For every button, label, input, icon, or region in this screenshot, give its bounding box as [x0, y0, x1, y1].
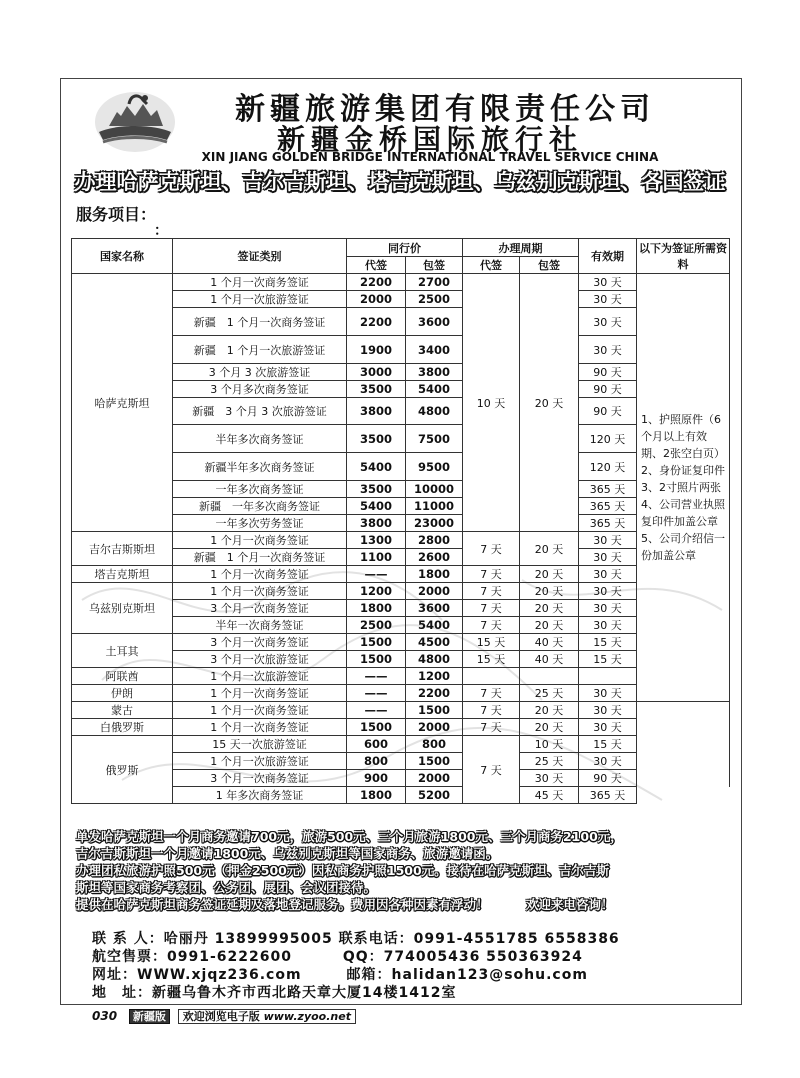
validity-cell: 30 天 [579, 532, 637, 549]
period-package-cell: 25 天 [520, 753, 579, 770]
validity-cell: 30 天 [579, 566, 637, 583]
price-agent-cell: 1500 [347, 719, 406, 736]
notice-line: 单发哈萨克斯坦一个月商务邀请700元，旅游500元、三个月旅游1800元、三个月商务2100元， [76, 829, 623, 844]
footer-caption: 欢迎浏览电子版 [182, 1010, 260, 1023]
price-package-cell: 2000 [406, 583, 463, 600]
validity-cell: 90 天 [579, 398, 637, 425]
price-agent-cell: —— [347, 566, 406, 583]
header-period-package: 包签 [520, 257, 579, 274]
period-agent-cell: 7 天 [463, 617, 520, 634]
price-agent-cell: 5400 [347, 453, 406, 481]
price-agent-cell: 2200 [347, 308, 406, 336]
period-package-cell: 20 天 [520, 719, 579, 736]
period-package-cell: 20 天 [520, 702, 579, 719]
table-row [72, 736, 730, 753]
price-agent-cell: 1500 [347, 634, 406, 651]
visa-type-cell: 1 个月一次旅游签证 [173, 753, 347, 770]
validity-cell: 90 天 [579, 381, 637, 398]
table-row [72, 274, 730, 291]
country-cell: 塔吉克斯坦 [72, 566, 173, 583]
footer-text [178, 1009, 356, 1024]
period-package-cell [520, 668, 579, 685]
table-row [72, 634, 730, 651]
period-agent-cell: 7 天 [463, 583, 520, 600]
price-package-cell: 23000 [406, 515, 463, 532]
visa-type-cell: 1 个月一次商务签证 [173, 719, 347, 736]
price-package-cell: 1500 [406, 753, 463, 770]
validity-cell: 365 天 [579, 515, 637, 532]
period-package-cell: 20 天 [520, 600, 579, 617]
price-agent-cell: 600 [347, 736, 406, 753]
price-package-cell: 4500 [406, 634, 463, 651]
service-colon: ： [154, 223, 168, 239]
validity-cell: 30 天 [579, 753, 637, 770]
validity-cell: 15 天 [579, 634, 637, 651]
header-peer-price: 同行价 [347, 239, 463, 257]
price-agent-cell: 1800 [347, 787, 406, 804]
price-package-cell: 2000 [406, 770, 463, 787]
price-package-cell: 2800 [406, 532, 463, 549]
period-package-cell: 20 天 [520, 274, 579, 532]
visa-type-cell: 1 个月一次旅游签证 [173, 668, 347, 685]
price-package-cell: 5200 [406, 787, 463, 804]
validity-cell: 30 天 [579, 685, 637, 702]
price-agent-cell: 1200 [347, 583, 406, 600]
price-agent-cell: 2200 [347, 274, 406, 291]
price-agent-cell: 5400 [347, 498, 406, 515]
visa-type-cell: 3 个月 3 次旅游签证 [173, 364, 347, 381]
table-row [72, 583, 730, 600]
price-agent-cell: 1500 [347, 651, 406, 668]
header-price-package: 包签 [406, 257, 463, 274]
period-agent-cell: 7 天 [463, 532, 520, 566]
country-cell: 乌兹别克斯坦 [72, 583, 173, 634]
country-cell: 伊朗 [72, 685, 173, 702]
price-agent-cell: 1800 [347, 600, 406, 617]
price-agent-cell: —— [347, 702, 406, 719]
agency-title-en: XIN JIANG GOLDEN BRIDGE INTERNATIONAL TRAVEL SERVICE CHINA [201, 150, 659, 164]
table-row [72, 719, 730, 736]
price-agent-cell: 3500 [347, 425, 406, 453]
price-package-cell: 4800 [406, 651, 463, 668]
price-package-cell: 1200 [406, 668, 463, 685]
price-agent-cell: 2000 [347, 291, 406, 308]
visa-type-cell: 新疆 1 个月一次商务签证 [173, 549, 347, 566]
visa-type-cell: 1 个月一次商务签证 [173, 532, 347, 549]
price-agent-cell: 1900 [347, 336, 406, 364]
visa-type-cell: 3 个月一次商务签证 [173, 600, 347, 617]
validity-cell: 30 天 [579, 702, 637, 719]
period-agent-cell: 15 天 [463, 651, 520, 668]
price-agent-cell: 3800 [347, 398, 406, 425]
period-package-cell: 45 天 [520, 787, 579, 804]
page-number: 030 [92, 1009, 118, 1023]
page-footer [92, 1008, 356, 1024]
price-package-cell: 2500 [406, 291, 463, 308]
price-agent-cell: 3800 [347, 515, 406, 532]
company-logo-icon [87, 82, 183, 154]
price-package-cell: 7500 [406, 425, 463, 453]
price-agent-cell: —— [347, 685, 406, 702]
price-package-cell: 3400 [406, 336, 463, 364]
price-agent-cell: 1100 [347, 549, 406, 566]
period-agent-cell: 7 天 [463, 685, 520, 702]
period-agent-cell: 7 天 [463, 566, 520, 583]
visa-type-cell: 15 天一次旅游签证 [173, 736, 347, 753]
contact-air-ticket: 航空售票：0991-6222600 QQ：774005436 550363924 [92, 949, 583, 965]
validity-cell: 30 天 [579, 291, 637, 308]
visa-type-cell: 新疆半年多次商务签证 [173, 453, 347, 481]
period-package-cell: 20 天 [520, 532, 579, 566]
notice-block [76, 828, 736, 913]
header-price-agent: 代签 [347, 257, 406, 274]
price-package-cell: 2200 [406, 685, 463, 702]
validity-cell: 30 天 [579, 274, 637, 291]
period-package-cell: 20 天 [520, 617, 579, 634]
country-cell: 哈萨克斯坦 [72, 274, 173, 532]
contact-block [92, 930, 732, 1002]
contact-phone: 联 系 人：哈丽丹 13899995005 联系电话：0991-4551785 6558386 [92, 931, 620, 947]
validity-cell: 15 天 [579, 651, 637, 668]
footer-url: www.zyoo.net [263, 1010, 351, 1023]
visa-type-cell: 1 个月一次旅游签证 [173, 291, 347, 308]
validity-cell: 30 天 [579, 583, 637, 600]
price-package-cell: 3600 [406, 308, 463, 336]
notice-line: 办理团私旅游护照500元（押金2500元）因私商务护照1500元。接待在哈萨克斯坦、吉尔吉斯 [76, 863, 610, 878]
visa-type-cell: 3 个月多次商务签证 [173, 381, 347, 398]
visa-type-cell: 1 年多次商务签证 [173, 787, 347, 804]
price-package-cell: 2700 [406, 274, 463, 291]
header-period-agent: 代签 [463, 257, 520, 274]
validity-cell: 30 天 [579, 336, 637, 364]
table-row [72, 566, 730, 583]
price-package-cell: 1800 [406, 566, 463, 583]
validity-cell: 365 天 [579, 481, 637, 498]
visa-type-cell: 1 个月一次商务签证 [173, 685, 347, 702]
price-package-cell: 10000 [406, 481, 463, 498]
validity-cell: 30 天 [579, 308, 637, 336]
country-cell: 蒙古 [72, 702, 173, 719]
company-title-cn: 新疆旅游集团有限责任公司 [235, 92, 655, 127]
period-package-cell: 40 天 [520, 634, 579, 651]
notice-line: 斯坦等国家商务考察团、公务团、展团、会议团接待。 [76, 880, 377, 895]
edition-tag: 新疆版 [129, 1009, 170, 1024]
validity-cell: 365 天 [579, 787, 637, 804]
visa-type-cell: 新疆 一年多次商务签证 [173, 498, 347, 515]
price-package-cell: 9500 [406, 453, 463, 481]
validity-cell: 90 天 [579, 770, 637, 787]
price-agent-cell: 2500 [347, 617, 406, 634]
visa-type-cell: 1 个月一次商务签证 [173, 702, 347, 719]
price-agent-cell: 900 [347, 770, 406, 787]
price-package-cell: 11000 [406, 498, 463, 515]
validity-cell: 30 天 [579, 719, 637, 736]
period-agent-cell: 15 天 [463, 634, 520, 651]
country-cell: 阿联酋 [72, 668, 173, 685]
country-cell: 俄罗斯 [72, 736, 173, 804]
visa-type-cell: 3 个月一次旅游签证 [173, 651, 347, 668]
price-package-cell: 800 [406, 736, 463, 753]
price-package-cell: 4800 [406, 398, 463, 425]
price-package-cell: 5400 [406, 617, 463, 634]
visa-banner: 办理哈萨克斯坦、吉尔吉斯坦、塔吉克斯坦、乌兹别克斯坦、各国签证 [74, 170, 726, 194]
price-agent-cell: 3500 [347, 381, 406, 398]
period-agent-cell: 7 天 [463, 702, 520, 719]
price-agent-cell: 3500 [347, 481, 406, 498]
price-package-cell: 3600 [406, 600, 463, 617]
period-agent-cell [463, 668, 520, 685]
price-agent-cell: —— [347, 668, 406, 685]
visa-price-table [71, 238, 730, 804]
notice-line: 吉尔吉斯斯坦一个月邀请1800元、乌兹别克斯坦等国家商务、旅游邀请函。 [76, 846, 499, 861]
header-visa-type: 签证类别 [173, 239, 347, 274]
price-agent-cell: 800 [347, 753, 406, 770]
period-package-cell: 10 天 [520, 736, 579, 753]
visa-type-cell: 新疆 1 个月一次商务签证 [173, 308, 347, 336]
visa-type-cell: 3 个月一次商务签证 [173, 634, 347, 651]
price-agent-cell: 1300 [347, 532, 406, 549]
validity-cell: 90 天 [579, 364, 637, 381]
period-package-cell: 20 天 [520, 566, 579, 583]
validity-cell: 120 天 [579, 425, 637, 453]
table-row [72, 532, 730, 549]
validity-cell [579, 668, 637, 685]
agency-title-cn: 新疆金桥国际旅行社 [276, 123, 583, 156]
price-package-cell: 1500 [406, 702, 463, 719]
contact-address: 地 址：新疆乌鲁木齐市西北路天章大厦14楼1412室 [92, 985, 457, 1001]
visa-type-cell: 半年一次商务签证 [173, 617, 347, 634]
visa-type-cell: 1 个月一次商务签证 [173, 274, 347, 291]
header-period: 办理周期 [463, 239, 579, 257]
country-cell: 吉尔吉斯斯坦 [72, 532, 173, 566]
price-agent-cell: 3000 [347, 364, 406, 381]
country-cell: 土耳其 [72, 634, 173, 668]
validity-cell: 120 天 [579, 453, 637, 481]
notice-line: 提供在哈萨克斯坦商务签证延期及落地登记服务。费用因各种因素有浮动！ 欢迎来电咨询！ [76, 897, 614, 912]
validity-cell: 365 天 [579, 498, 637, 515]
visa-type-cell: 一年多次商务签证 [173, 481, 347, 498]
period-package-cell: 25 天 [520, 685, 579, 702]
validity-cell: 30 天 [579, 617, 637, 634]
period-package-cell: 30 天 [520, 770, 579, 787]
period-agent-cell: 7 天 [463, 719, 520, 736]
visa-type-cell: 1 个月一次商务签证 [173, 566, 347, 583]
price-package-cell: 2600 [406, 549, 463, 566]
period-package-cell: 20 天 [520, 583, 579, 600]
validity-cell: 30 天 [579, 600, 637, 617]
period-agent-cell: 7 天 [463, 600, 520, 617]
visa-type-cell: 1 个月一次商务签证 [173, 583, 347, 600]
visa-type-cell: 新疆 1 个月一次旅游签证 [173, 336, 347, 364]
validity-cell: 15 天 [579, 736, 637, 753]
header-docs: 以下为签证所需资料 [637, 239, 730, 274]
period-agent-cell: 10 天 [463, 274, 520, 532]
visa-type-cell: 新疆 3 个月 3 次旅游签证 [173, 398, 347, 425]
visa-type-cell: 半年多次商务签证 [173, 425, 347, 453]
visa-type-cell: 3 个月一次商务签证 [173, 770, 347, 787]
table-row [72, 702, 730, 719]
header-country: 国家名称 [72, 239, 173, 274]
country-cell: 白俄罗斯 [72, 719, 173, 736]
price-package-cell: 2000 [406, 719, 463, 736]
period-package-cell: 40 天 [520, 651, 579, 668]
requirements-cell: 1、护照原件（6个月以上有效期、2张空白页）2、身份证复印件 3、2寸照片两张 4、公司营业执照复印件加盖公章 5、公司介绍信一份加盖公章 [637, 274, 730, 702]
table-row [72, 685, 730, 702]
contact-web-email: 网址：WWW.xjqz236.com 邮箱：halidan123@sohu.com [92, 967, 588, 983]
service-label: 服务项目： [76, 205, 157, 224]
table-row [72, 668, 730, 685]
header-validity: 有效期 [579, 239, 637, 274]
validity-cell: 30 天 [579, 549, 637, 566]
price-package-cell: 5400 [406, 381, 463, 398]
price-package-cell: 3800 [406, 364, 463, 381]
period-agent-cell: 7 天 [463, 736, 520, 804]
visa-type-cell: 一年多次劳务签证 [173, 515, 347, 532]
